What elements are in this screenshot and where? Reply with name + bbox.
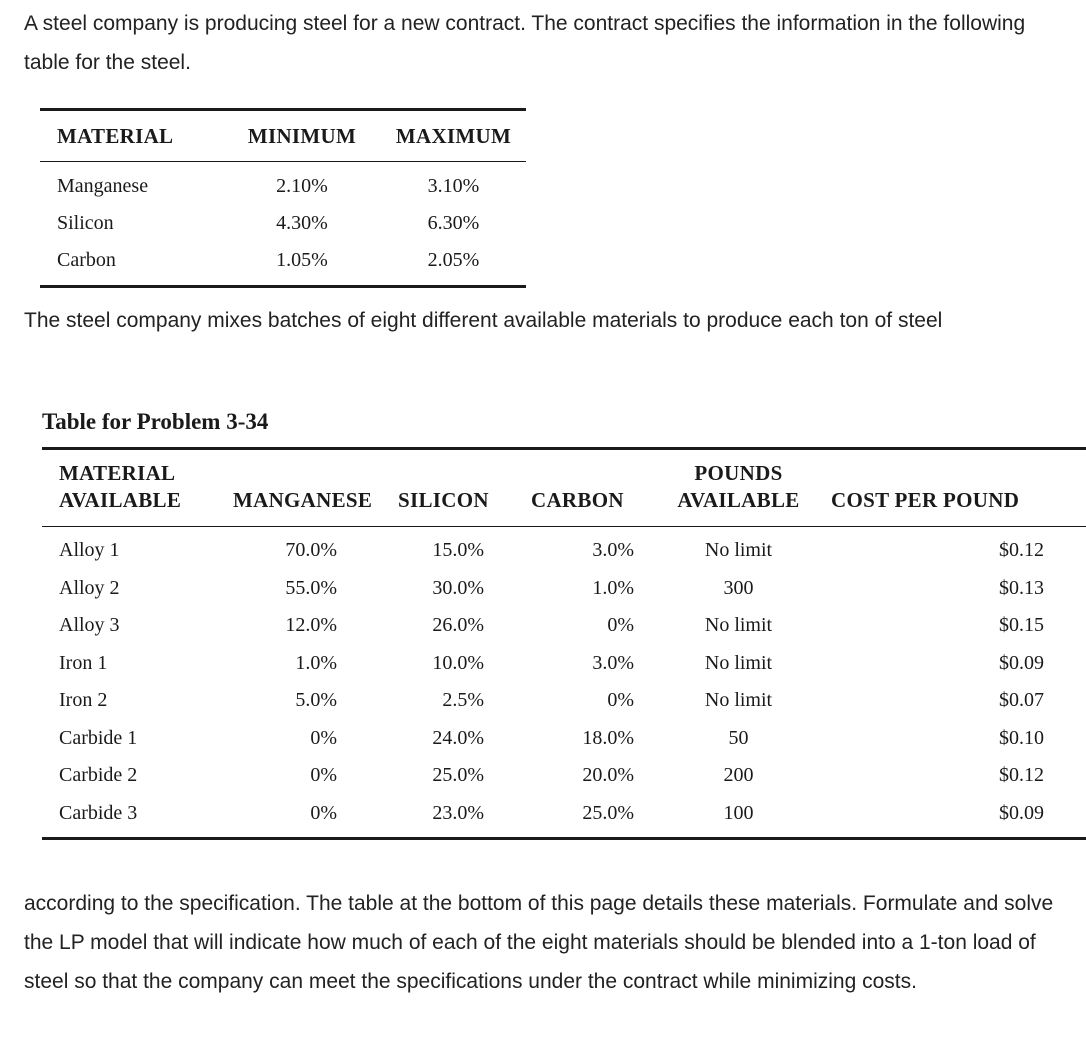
spec-cell-material: Manganese — [57, 175, 149, 197]
materials-header-material-available — [42, 449, 220, 527]
spec-cell-maximum: 2.05% — [427, 249, 480, 271]
end-paragraph: according to the specification. The table at the bottom of this page details these materials. Formulate and solve the LP model that will indicate how much of each of the eight materials should be blended into a 1-ton load of steel so that the company can meet the specifications under the contract while minimizing costs. — [24, 892, 1054, 993]
materials-header-pounds-available — [656, 449, 821, 527]
silicon-cell: 25.0% — [432, 764, 484, 787]
manganese-cell: 0% — [310, 726, 337, 749]
material-name-cell: Alloy 1 — [59, 539, 120, 562]
materials-header-manganese — [220, 449, 385, 527]
cost-per-pound-cell: $0.09 — [999, 801, 1044, 824]
spec-cell-material: Silicon — [57, 212, 114, 234]
silicon-cell: 26.0% — [432, 614, 484, 637]
carbon-cell: 18.0% — [582, 726, 634, 749]
table-row — [42, 682, 1086, 720]
pounds-available-cell: No limit — [704, 651, 773, 674]
manganese-cell: 55.0% — [285, 576, 337, 599]
spec-row-carbon — [40, 242, 526, 287]
materials-header-carbon — [518, 449, 656, 527]
material-name-cell: Carbide 2 — [59, 764, 138, 787]
spec-row-manganese — [40, 162, 526, 206]
table-row — [42, 720, 1086, 758]
table-row — [42, 645, 1086, 683]
carbon-cell: 20.0% — [582, 764, 634, 787]
header-line: COST PER POUND — [831, 488, 1020, 512]
spec-cell-maximum: 6.30% — [427, 212, 480, 234]
header-line: POUNDS — [694, 461, 783, 485]
spec-cell-maximum: 3.10% — [427, 175, 480, 197]
pounds-available-cell: 300 — [723, 576, 754, 599]
silicon-cell: 15.0% — [432, 539, 484, 562]
cost-per-pound-cell: $0.09 — [999, 651, 1044, 674]
cost-per-pound-cell: $0.12 — [999, 764, 1044, 787]
spec-cell-minimum: 4.30% — [276, 212, 328, 234]
spec-cell-minimum: 1.05% — [276, 249, 328, 271]
silicon-cell: 2.5% — [442, 689, 484, 712]
header-line: SILICON — [398, 488, 489, 512]
materials-table-header-row — [42, 449, 1086, 527]
spec-header-material: MATERIAL — [40, 110, 223, 162]
table-row — [42, 570, 1086, 608]
carbon-cell: 25.0% — [582, 801, 634, 824]
materials-table-caption: Table for Problem 3-34 — [42, 409, 269, 434]
silicon-cell: 10.0% — [432, 651, 484, 674]
pounds-available-cell: No limit — [704, 539, 773, 562]
pounds-available-cell: 100 — [723, 801, 754, 824]
spec-header-maximum: MAXIMUM — [381, 110, 526, 162]
spec-header-minimum: MINIMUM — [223, 110, 381, 162]
manganese-cell: 1.0% — [295, 651, 337, 674]
cost-per-pound-cell: $0.07 — [999, 689, 1044, 712]
carbon-cell: 0% — [607, 689, 634, 712]
cost-per-pound-cell: $0.15 — [999, 614, 1044, 637]
pounds-available-cell: No limit — [704, 689, 773, 712]
manganese-cell: 0% — [310, 764, 337, 787]
table-row — [42, 757, 1086, 795]
material-name-cell: Alloy 2 — [59, 576, 120, 599]
spec-cell-minimum: 2.10% — [276, 175, 328, 197]
spec-row-silicon — [40, 205, 526, 242]
materials-header-cost-per-pound — [821, 449, 1086, 527]
material-name-cell: Alloy 3 — [59, 614, 120, 637]
silicon-cell: 24.0% — [432, 726, 484, 749]
carbon-cell: 0% — [607, 614, 634, 637]
header-line: AVAILABLE — [59, 488, 182, 512]
material-name-cell: Iron 2 — [59, 689, 108, 712]
material-name-cell: Iron 1 — [59, 651, 108, 674]
carbon-cell: 3.0% — [592, 651, 634, 674]
intro-paragraph: A steel company is producing steel for a new contract. The contract specifies the information in the following table for the steel. — [24, 12, 1026, 74]
table-row — [42, 607, 1086, 645]
cost-per-pound-cell: $0.12 — [999, 539, 1044, 562]
material-name-cell: Carbide 3 — [59, 801, 138, 824]
materials-header-silicon — [385, 449, 518, 527]
manganese-cell: 12.0% — [285, 614, 337, 637]
cost-per-pound-cell: $0.10 — [999, 726, 1044, 749]
spec-cell-material: Carbon — [57, 249, 116, 271]
carbon-cell: 1.0% — [592, 576, 634, 599]
table-row — [42, 795, 1086, 839]
materials-table — [42, 447, 1086, 840]
pounds-available-cell: No limit — [704, 614, 773, 637]
mid-paragraph: The steel company mixes batches of eight different available materials to produce each ton of steel — [24, 309, 943, 332]
cost-per-pound-cell: $0.13 — [999, 576, 1044, 599]
header-line: MANGANESE — [233, 488, 373, 512]
manganese-cell: 70.0% — [285, 539, 337, 562]
spec-table-header-row — [40, 110, 526, 162]
header-line: AVAILABLE — [677, 488, 800, 512]
silicon-cell: 23.0% — [432, 801, 484, 824]
pounds-available-cell: 50 — [728, 726, 749, 749]
material-name-cell: Carbide 1 — [59, 726, 138, 749]
header-line: MATERIAL — [59, 461, 176, 485]
manganese-cell: 5.0% — [295, 689, 337, 712]
header-line: CARBON — [531, 488, 624, 512]
table-row — [42, 527, 1086, 570]
pounds-available-cell: 200 — [723, 764, 754, 787]
carbon-cell: 3.0% — [592, 539, 634, 562]
silicon-cell: 30.0% — [432, 576, 484, 599]
spec-table — [40, 108, 526, 288]
manganese-cell: 0% — [310, 801, 337, 824]
